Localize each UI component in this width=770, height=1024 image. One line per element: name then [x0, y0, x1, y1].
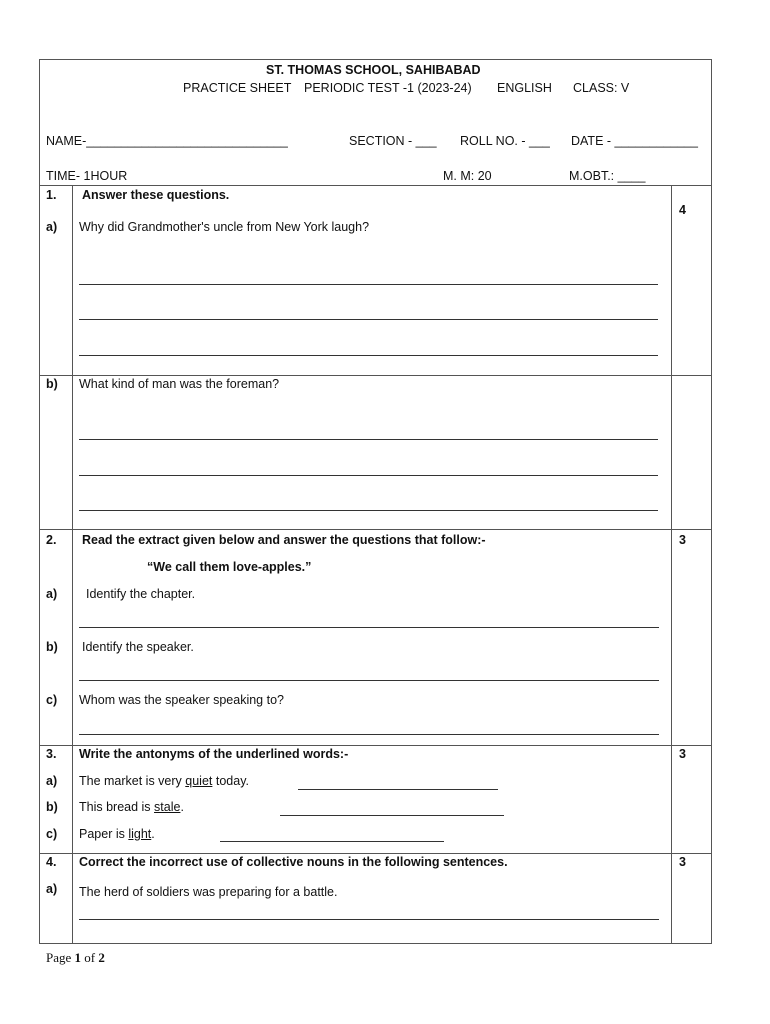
q3a-sentence [79, 774, 249, 788]
q2-title: Read the extract given below and answer the questions that follow:- [82, 533, 486, 547]
q3-number: 3. [46, 747, 57, 761]
answer-line[interactable] [79, 355, 658, 356]
q3b-underlined-word: stale [154, 800, 181, 814]
class-label: CLASS: V [573, 81, 630, 95]
q3c-underlined-word: light [128, 827, 152, 841]
page-total: 2 [98, 950, 105, 965]
answer-line[interactable] [79, 319, 658, 320]
row-divider-2 [40, 529, 711, 530]
answer-line[interactable] [79, 439, 658, 440]
col-divider-marks [671, 185, 672, 943]
q3c-pre: Paper is [79, 827, 129, 841]
answer-line[interactable] [79, 627, 659, 628]
q3c-post: . [151, 827, 155, 841]
q3b-sentence [79, 800, 184, 814]
q4-number: 4. [46, 855, 57, 869]
page-word: Page [46, 950, 72, 965]
q1-number: 1. [46, 188, 57, 202]
q3b-post: . [180, 800, 184, 814]
answer-line[interactable] [79, 475, 658, 476]
answer-line[interactable] [79, 284, 658, 285]
answer-line[interactable] [79, 919, 659, 920]
answer-line[interactable] [79, 510, 658, 511]
q3a-underlined-word: quiet [185, 774, 213, 788]
q3b-pre: This bread is [79, 800, 155, 814]
name-field: NAME-_____________________________ [46, 134, 288, 148]
sheet-type: PRACTICE SHEET [183, 81, 292, 95]
answer-line[interactable] [280, 815, 504, 816]
q3a-pre: The market is very [79, 774, 186, 788]
q3c-sentence [79, 827, 155, 841]
roll-field: ROLL NO. - ___ [460, 134, 550, 148]
answer-line[interactable] [79, 734, 659, 735]
q3c-label: c) [46, 827, 58, 841]
q1b-text: What kind of man was the foreman? [79, 377, 280, 391]
q2-marks: 3 [679, 533, 686, 547]
q2a-text: Identify the chapter. [86, 587, 196, 601]
of-word: of [84, 950, 96, 965]
q4-title: Correct the incorrect use of collective nouns in the following sentences. [79, 855, 508, 869]
q3a-label: a) [46, 774, 58, 788]
col-divider-num [72, 185, 73, 943]
q2c-label: c) [46, 693, 58, 707]
q2c-text: Whom was the speaker speaking to? [79, 693, 284, 707]
q3-title: Write the antonyms of the underlined words:- [79, 747, 349, 761]
q3b-label: b) [46, 800, 58, 814]
q3a-post: today. [212, 774, 249, 788]
q2b-text: Identify the speaker. [82, 640, 194, 654]
answer-line[interactable] [298, 789, 498, 790]
marks-obtained: M.OBT.: ____ [569, 169, 646, 183]
q4a-text: The herd of soldiers was preparing for a battle. [79, 885, 338, 899]
time-field: TIME- 1HOUR [46, 169, 128, 183]
q1a-label: a) [46, 220, 58, 234]
q1-marks: 4 [679, 203, 686, 217]
q1a-text: Why did Grandmother's uncle from New York laugh? [79, 220, 370, 234]
school-name: ST. THOMAS SCHOOL, SAHIBABAD [266, 63, 481, 77]
q2-number: 2. [46, 533, 57, 547]
worksheet [39, 59, 712, 944]
max-marks: M. M: 20 [443, 169, 492, 183]
subject: ENGLISH [497, 81, 552, 95]
row-divider-1b [40, 375, 711, 376]
q3-marks: 3 [679, 747, 686, 761]
q4-marks: 3 [679, 855, 686, 869]
row-divider-4 [40, 853, 711, 854]
page-footer [46, 950, 105, 966]
q2a-label: a) [46, 587, 58, 601]
table-top-border [40, 185, 711, 186]
q2-quote: “We call them love-apples.” [147, 560, 312, 574]
q1-title: Answer these questions. [82, 188, 230, 202]
section-field: SECTION - ___ [349, 134, 437, 148]
answer-line[interactable] [79, 680, 659, 681]
test-name: PERIODIC TEST -1 (2023-24) [304, 81, 472, 95]
q2b-label: b) [46, 640, 58, 654]
row-divider-3 [40, 745, 711, 746]
page-current: 1 [74, 950, 82, 965]
q4a-label: a) [46, 882, 58, 896]
q1b-label: b) [46, 377, 58, 391]
answer-line[interactable] [220, 841, 444, 842]
date-field: DATE - ____________ [571, 134, 698, 148]
